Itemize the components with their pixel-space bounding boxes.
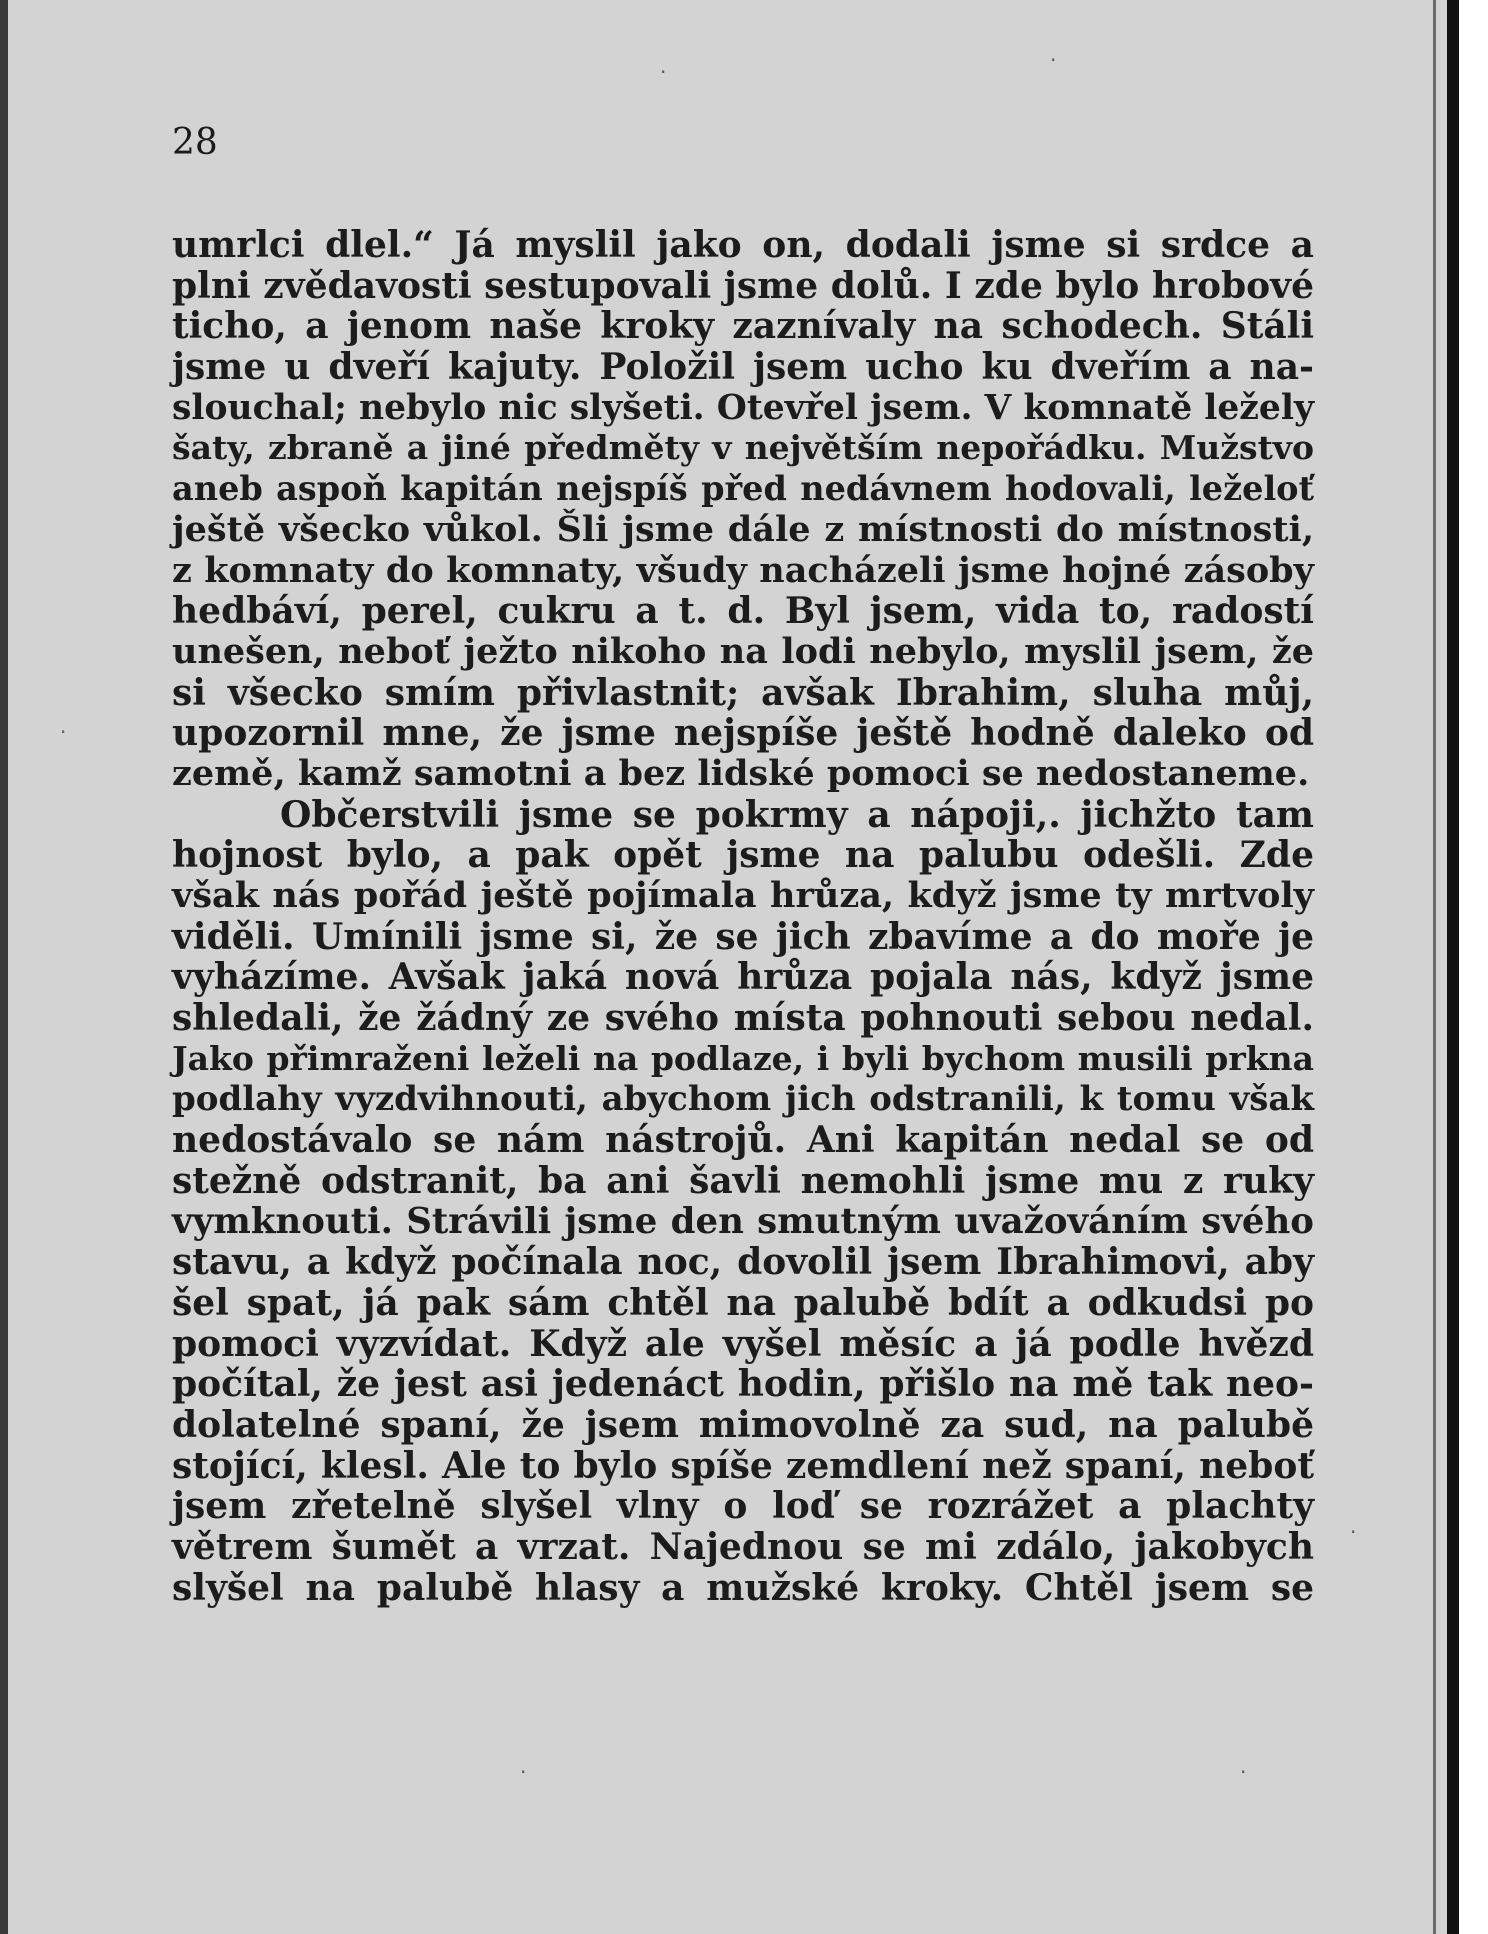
text-line: slyšel na palubě hlasy a mužské kroky. Chtěl jsem se — [172, 1566, 1314, 1609]
scan-speck: · — [1240, 1760, 1247, 1784]
body-text — [172, 225, 1314, 1608]
scan-speck: · — [60, 720, 67, 744]
text-line: unešen, neboť ježto nikoho na lodi nebylo, myslil jsem, že — [172, 630, 1314, 672]
text-line: větrem šumět a vrzat. Najednou se mi zdálo, jakobych — [172, 1526, 1314, 1568]
text-line: viděli. Umínili jsme si, že se jich zbavíme a do moře je — [172, 915, 1314, 958]
text-line: však nás pořád ještě pojímala hrůza, když jsme ty mrtvoly — [172, 875, 1314, 916]
scan-speck: · — [1350, 1520, 1357, 1544]
text-line: Občerstvili jsme se pokrmy a nápoji,. jichžto tam — [280, 793, 1314, 836]
left-page-edge — [0, 0, 8, 1934]
text-line: ticho, a jenom naše kroky zaznívaly na schodech. Stáli — [172, 305, 1314, 348]
text-line: počítal, že jest asi jedenáct hodin, přišlo na mě tak neo- — [172, 1363, 1314, 1406]
text-line: z komnaty do komnaty, všudy nacházeli jsme hojné zásoby — [172, 549, 1314, 591]
text-line: si všecko smím přivlastnit; avšak Ibrahim, sluha můj, — [172, 671, 1314, 714]
text-line: podlahy vyzdvihnouti, abychom jich odstranili, k tomu však — [172, 1079, 1314, 1120]
scan-speck: · — [1050, 48, 1057, 72]
right-page-edge — [1447, 0, 1459, 1934]
text-line: upozornil mne, že jsme nejspíše ještě hodně daleko od — [172, 712, 1314, 755]
text-line: vyházíme. Avšak jaká nová hrůza pojala nás, když jsme — [172, 956, 1314, 999]
text-line: stojící, klesl. Ale to bylo spíše zemdlení než spaní, neboť — [172, 1444, 1314, 1487]
text-line: země, kamž samotni a bez lidské pomoci se nedostaneme. — [172, 752, 1310, 794]
text-line: nedostávalo se nám nástrojů. Ani kapitán nedal se od — [172, 1119, 1314, 1162]
text-line: dolatelné spaní, že jsem mimovolně za sud, na palubě — [172, 1403, 1314, 1446]
text-line: jsem zřetelně slyšel vlny o loď se rozrážet a plachty — [172, 1485, 1314, 1528]
scan-speck: · — [660, 60, 667, 84]
text-line: Jako přimraženi leželi na podlaze, i byli bychom musili prkna — [172, 1038, 1314, 1078]
text-line: pomoci vyzvídat. Když ale vyšel měsíc a já podle hvězd — [172, 1322, 1314, 1365]
text-line: shledali, že žádný ze svého místa pohnouti sebou nedal. — [172, 997, 1314, 1040]
text-line: aneb aspoň kapitán nejspíš před nedávnem hodovali, leželoť — [172, 469, 1314, 509]
text-line: hojnost bylo, a pak opět jsme na palubu odešli. Zde — [172, 834, 1314, 877]
text-line: ještě všecko vůkol. Šli jsme dále z místnosti do místnosti, — [172, 508, 1314, 550]
text-line: jsme u dveří kajuty. Položil jsem ucho ku dveřím a na- — [172, 346, 1314, 389]
scan-speck: · — [520, 1760, 527, 1784]
text-line: vymknouti. Strávili jsme den smutným uvažováním svého — [172, 1200, 1314, 1242]
text-line: stavu, a když počínala noc, dovolil jsem Ibrahimovi, aby — [172, 1241, 1314, 1284]
page-number: 28 — [172, 122, 218, 163]
right-scan-line — [1433, 0, 1436, 1934]
text-line: plni zvědavosti sestupovali jsme dolů. I zde bylo hrobové — [172, 264, 1314, 307]
text-line: hedbáví, perel, cukru a t. d. Byl jsem, vida to, radostí — [172, 590, 1314, 633]
text-line: umrlci dlel.“ Já myslil jako on, dodali jsme si srdce a — [172, 224, 1314, 266]
text-line: stežně odstranit, ba ani šavli nemohli jsme mu z ruky — [172, 1159, 1314, 1202]
text-line: slouchal; nebylo nic slyšeti. Otevřel jsem. V komnatě ležely — [172, 387, 1314, 428]
text-line: šaty, zbraně a jiné předměty v největším nepořádku. Mužstvo — [172, 428, 1314, 468]
text-line: šel spat, já pak sám chtěl na palubě bdít a odkudsi po — [172, 1281, 1314, 1324]
